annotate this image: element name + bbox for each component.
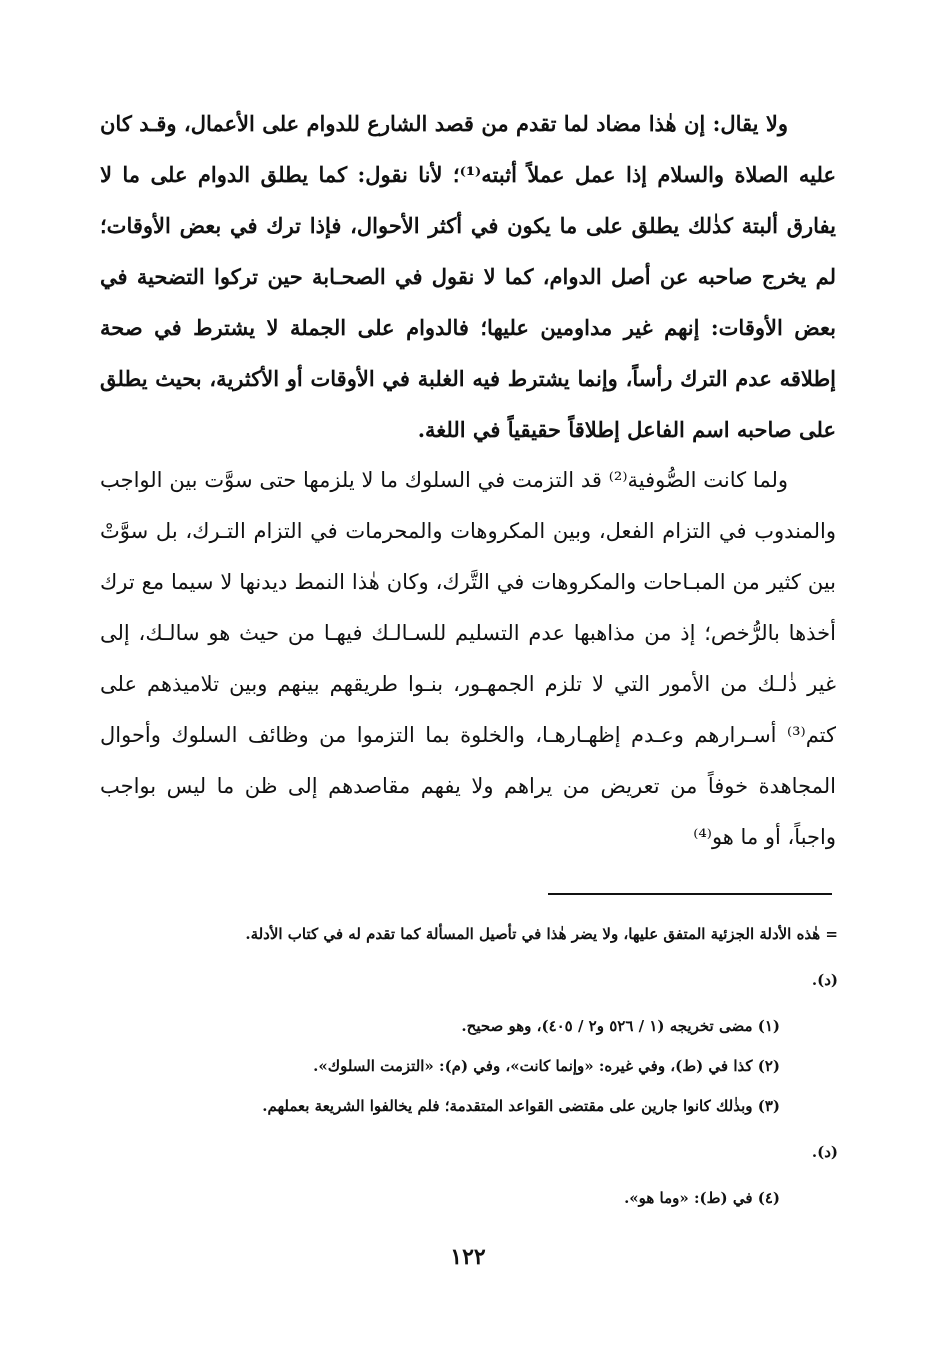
footnote-4: (٤) في (ط): «وما هو». xyxy=(624,1189,780,1207)
footnote-continuation-source: (د). xyxy=(811,971,838,989)
footnote-3: (٣) وبذٰلك كانوا جارين على مقتضى القواعد المتقدمة؛ فلم يخالفوا الشريعة بعملهم. xyxy=(262,1097,780,1115)
footnote-1: (١) مضى تخريجه (١ / ٥٢٦ و٢ / ٤٠٥)، وهو صحيح. xyxy=(461,1017,780,1035)
page-number: ١٢٢ xyxy=(450,1244,486,1270)
paragraph-1: ولا يقال: إن هٰذا مضاد لما تقدم من قصد الشارع للدوام على الأعمال، وقـد كان عليه الصلاة والسلام إذا عمل عملاً أثبته⁽¹⁾؛ لأنا نقول: كما يطلق الدوام على ما لا يفارق ألبتة كذٰلك يطلق على ما يكون في أكثر الأحوال، فإذا ترك في بعض الأوقات؛ لم يخرج صاحبه عن أصل الدوام، كما لا نقول في الصحـابة حين تركوا التضحية في بعض الأوقات: إنهم غير مداومين عليها؛ فالدوام على الجملة لا يشترط في صحة إطلاقه عدم الترك رأساً، وإنما يشترط فيه الغلبة في الأوقات أو الأكثرية، بحيث يطلق على صاحبه اسم الفاعل إطلاقاً حقيقياً في اللغة. xyxy=(100,111,836,442)
footnote-3-source: (د). xyxy=(811,1143,838,1161)
footnotes xyxy=(104,914,852,1224)
main-text xyxy=(100,98,836,863)
footnote-2: (٢) كذا في (ط)، وفي غيره: «وإنما كانت»، وفي (م): «التزمت السلوك». xyxy=(313,1057,780,1075)
footnote-continuation: = هٰذه الأدلة الجزئية المتفق عليها، ولا يضر هٰذا في تأصيل المسألة كما تقدم له في كتاب الأدلة. xyxy=(245,925,838,943)
paragraph-2: ولما كانت الصُّوفية⁽²⁾ قد التزمت في السلوك ما لا يلزمها حتى سوَّت بين الواجب والمندوب في التزام الفعل، وبين المكروهات والمحرمات في التزام التـرك، بل سوَّتْ بين كثير من المبـاحات والمكروهات في التَّرك، وكان هٰذا النمط ديدنها لا سيما مع ترك أخذها بالرُّخص؛ إذ من مذاهبها عدم التسليم للسـالـك فيهـا من حيث هو سالـك، إلى غير ذٰلـك من الأمور التي لا تلزم الجمهـور، بنـوا طريقهم بينهم وبين تلاميذهم على كتم⁽³⁾ أسـرارهم وعـدم إظهـارهـا، والخلوة بما التزموا من وظائف السلوك وأحوال المجاهدة خوفاً من تعريض من يراهم ولا يفهم مقاصدهم إلى ظن ما ليس بواجب واجباً، أو ما هو⁽⁴⁾ xyxy=(100,468,836,849)
footnote-divider xyxy=(548,893,832,895)
